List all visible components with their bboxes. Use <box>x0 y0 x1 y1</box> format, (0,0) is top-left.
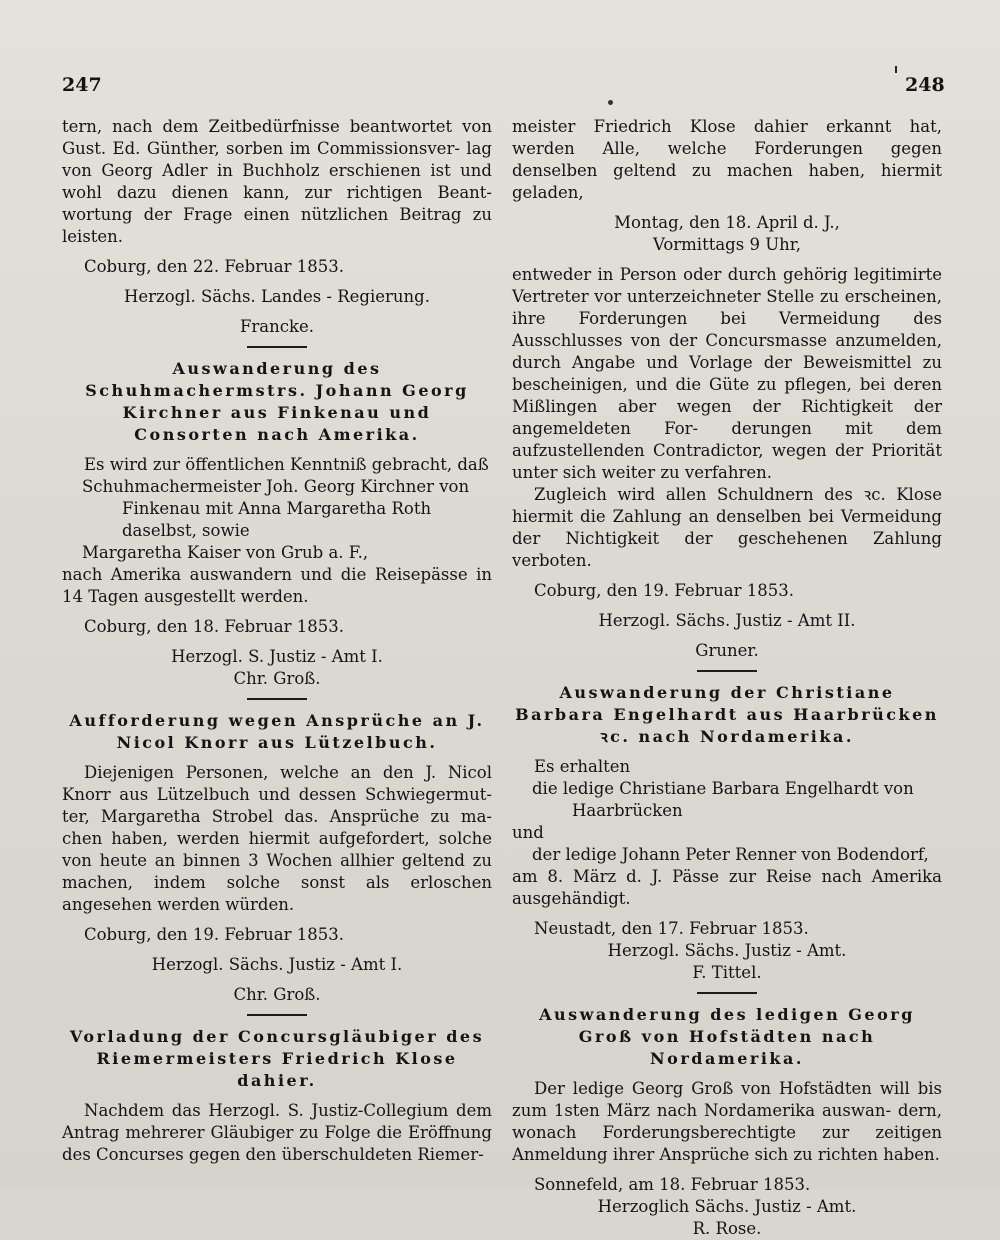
right-column <box>512 116 942 1240</box>
left-column <box>62 116 492 1166</box>
separator-rule <box>697 670 757 672</box>
separator-rule <box>247 1014 307 1016</box>
notice-gross-dateline: Sonnefeld, am 18. Februar 1853. <box>534 1175 811 1194</box>
klose-signature: Gruner. <box>695 641 759 660</box>
page-number-left: 247 <box>62 74 102 96</box>
notice-engelhardt-person2: der ledige Johann Peter Renner von Bodendorf, <box>532 845 929 864</box>
notice-heading-kirchner: Auswanderung des Schuhmachermstrs. Johann Georg Kirchner aus Finkenau und Consorten nach Amerika. <box>85 359 469 444</box>
klose-continuation: meister Friedrich Klose dahier erkannt hat, werden Alle, welche Forderungen gegen denselben geltend zu machen haben, hiermit geladen, <box>512 117 942 202</box>
notice-heading-knorr: Aufforderung wegen Ansprüche an J. Nicol Knorr aus Lützelbuch. <box>69 711 485 752</box>
notice-engelhardt-tail: am 8. März d. J. Pässe zur Reise nach Amerika ausgehändigt. <box>512 867 942 908</box>
separator-rule <box>697 992 757 994</box>
notice-gross-signature: R. Rose. <box>692 1219 762 1238</box>
notice-kirchner-tail: nach Amerika auswandern und die Reisepässe in 14 Tagen ausgestellt werden. <box>62 565 492 606</box>
page-number-right: 248 <box>905 74 945 96</box>
notice-engelhardt-dateline: Neustadt, den 17. Februar 1853. <box>534 919 809 938</box>
notice-gross-body: Der ledige Georg Groß von Hofstädten will bis zum 1sten März nach Nordamerika auswan- dern, wonach Forderungsberechtigte zur zeitigen Anmeldung ihrer Ansprüche sich zu richten haben. <box>512 1079 942 1164</box>
klose-hearing-date: Montag, den 18. April d. J., <box>614 213 840 232</box>
klose-body: entweder in Person oder durch gehörig legitimirte Vertreter vor unterzeichneter Stelle zu erscheinen, ihre Forderungen bei Vermeidung des Ausschlusses von der Concursmasse anzumelden, durch Angabe und Vorlage der Beweismittel zu bescheinigen, und die Güte zu pflegen, bei deren Mißlingen aber wegen der Richtigkeit der angemeldeten For- derungen mit dem aufzustellenden Contradictor, wegen der Priorität unter sich weiter zu verfahren. <box>512 265 942 482</box>
notice-heading-gross: Auswanderung des ledigen Georg Groß von Hofstädten nach Nordamerika. <box>539 1005 915 1068</box>
notice-gross-authority: Herzoglich Sächs. Justiz - Amt. <box>597 1197 857 1216</box>
klose-body-2: Zugleich wird allen Schuldnern des ꝛc. Klose hiermit die Zahlung an denselben bei Vermeidung der Nichtigkeit der geschehenen Zahlung verboten. <box>512 485 942 570</box>
notice-kirchner-authority: Herzogl. S. Justiz - Amt I. <box>171 647 383 666</box>
print-mark <box>895 66 897 73</box>
notice-heading-klose: Vorladung der Concursgläubiger des Riemermeisters Friedrich Klose dahier. <box>69 1027 485 1090</box>
notice-engelhardt-signature: F. Tittel. <box>692 963 762 982</box>
intro-signature: Francke. <box>239 317 315 336</box>
notice-engelhardt-und: und <box>512 823 544 842</box>
notice-knorr-authority: Herzogl. Sächs. Justiz - Amt I. <box>151 955 403 974</box>
intro-dateline: Coburg, den 22. Februar 1853. <box>84 257 344 276</box>
notice-kirchner-person2: Margaretha Kaiser von Grub a. F., <box>82 543 369 562</box>
separator-rule <box>247 698 307 700</box>
intro-authority: Herzogl. Sächs. Landes - Regierung. <box>124 287 430 306</box>
notice-kirchner-dateline: Coburg, den 18. Februar 1853. <box>84 617 344 636</box>
notice-heading-engelhardt: Auswanderung der Christiane Barbara Engelhardt aus Haarbrücken ꝛc. nach Nordamerika. <box>515 683 939 746</box>
notice-knorr-dateline: Coburg, den 19. Februar 1853. <box>84 925 344 944</box>
print-dot <box>608 100 613 105</box>
notice-engelhardt-person1: die ledige Christiane Barbara Engelhardt von Haarbrücken <box>532 779 914 820</box>
notice-engelhardt-authority: Herzogl. Sächs. Justiz - Amt. <box>607 941 847 960</box>
klose-dateline: Coburg, den 19. Februar 1853. <box>534 581 794 600</box>
notice-kirchner-signature: Chr. Groß. <box>233 669 321 688</box>
notice-knorr-body: Diejenigen Personen, welche an den J. Nicol Knorr aus Lützelbuch und dessen Schwiegermut- ter, Margaretha Strobel das. Ansprüche zu ma- chen haben, werden hiermit aufgefordert, solche von heute an binnen 3 Wochen allhier geltend zu machen, indem solche sonst als erloschen angesehen werden würden. <box>62 763 492 914</box>
klose-authority: Herzogl. Sächs. Justiz - Amt II. <box>598 611 856 630</box>
notice-kirchner-person1: Schuhmachermeister Joh. Georg Kirchner von Finkenau mit Anna Margaretha Roth daselbst, sowie <box>82 477 470 540</box>
notice-engelhardt-lead: Es erhalten <box>534 757 631 776</box>
notice-knorr-signature: Chr. Groß. <box>233 985 321 1004</box>
notice-kirchner-lead: Es wird zur öffentlichen Kenntniß gebracht, daß <box>84 455 489 474</box>
klose-hearing-time: Vormittags 9 Uhr, <box>652 235 802 254</box>
separator-rule <box>247 346 307 348</box>
intro-text: tern, nach dem Zeitbedürfnisse beantwortet von Gust. Ed. Günther, sorben im Commissionsver- lag von Georg Adler in Buchholz erschienen ist und wohl dazu dienen kann, zur richtigen Beant- wortung der Frage einen nützlichen Beitrag zu leisten. <box>62 117 492 246</box>
notice-klose-body: Nachdem das Herzogl. S. Justiz-Collegium dem Antrag mehrerer Gläubiger zu Folge die Eröffnung des Concurses gegen den überschuldeten Riemer- <box>62 1101 492 1164</box>
